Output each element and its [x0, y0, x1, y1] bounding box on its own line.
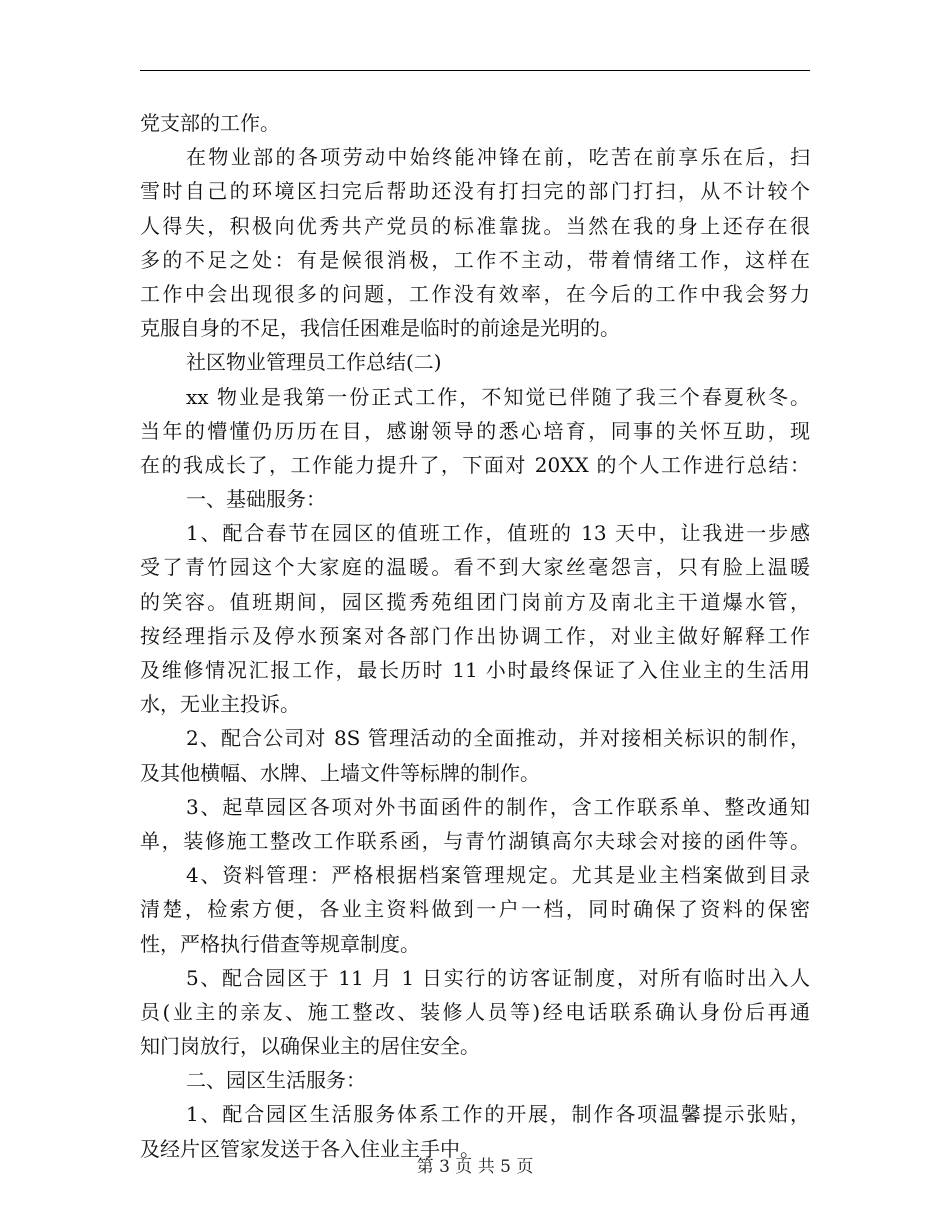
- text-line: 二、园区生活服务：: [186, 1068, 366, 1093]
- text-line: 及维修情况汇报工作，最长历时 11 小时最终保证了入住业主的生活用: [140, 658, 810, 682]
- text-line: 在物业部的各项劳动中始终能冲锋在前，吃苦在前享乐在后，扫: [186, 145, 810, 170]
- text-line: 单，装修施工整改工作联系函，与青竹湖镇高尔夫球会对接的函件等。: [140, 828, 810, 853]
- text-line: 工作中会出现很多的问题，工作没有效率，在今后的工作中我会努力: [140, 281, 810, 306]
- text-line: 员(业主的亲友、施工整改、装修人员等)经电话联系确认身份后再通: [140, 999, 810, 1024]
- text-line: 水，无业主投诉。: [140, 692, 300, 717]
- text-line: 5、配合园区于 11 月 1 日实行的访客证制度，对所有临时出入人: [186, 965, 810, 990]
- text-line: 在的我成长了，工作能力提升了，下面对 20XX 的个人工作进行总结：: [140, 452, 810, 477]
- page-number-footer: 第 3 页 共 5 页: [416, 1157, 534, 1177]
- text-line: 人得失，积极向优秀共产党员的标准靠拢。当然在我的身上还存在很: [140, 213, 810, 238]
- text-line: 清楚，检索方便，各业主资料做到一户一档，同时确保了资料的保密: [140, 897, 810, 922]
- text-line: 多的不足之处：有是候很消极，工作不主动，带着情绪工作，这样在: [140, 247, 810, 272]
- text-line: 当年的懵懂仍历历在目，感谢领导的悉心培育，同事的关怀互助，现: [140, 418, 810, 443]
- text-line: 及经片区管家发送于各入住业主手中。: [140, 1136, 480, 1161]
- text-line: 4、资料管理：严格根据档案管理规定。尤其是业主档案做到目录: [186, 863, 810, 888]
- text-line: 1、配合春节在园区的值班工作，值班的 13 天中，让我进一步感: [186, 521, 810, 546]
- text-line: xx 物业是我第一份正式工作，不知觉已伴随了我三个春夏秋冬。: [186, 384, 810, 409]
- document-body: [140, 106, 810, 1166]
- text-line: 的笑容。值班期间，园区揽秀苑组团门岗前方及南北主干道爆水管，: [140, 589, 810, 614]
- text-line: 受了青竹园这个大家庭的温暖。看不到大家丝毫怨言，只有脸上温暖: [140, 555, 810, 580]
- text-line: 克服自身的不足，我信任困难是临时的前途是光明的。: [140, 316, 620, 341]
- text-line: 社区物业管理员工作总结(二): [186, 350, 442, 375]
- text-line: 知门岗放行，以确保业主的居住安全。: [140, 1034, 480, 1059]
- text-line: 及其他横幅、水牌、上墙文件等标牌的制作。: [140, 760, 540, 785]
- text-line: 雪时自己的环境区扫完后帮助还没有打扫完的部门打扫，从不计较个: [140, 179, 810, 204]
- text-line: 2、配合公司对 8S 管理活动的全面推动，并对接相关标识的制作，: [186, 726, 810, 751]
- text-line: 1、配合园区生活服务体系工作的开展，制作各项温馨提示张贴，: [186, 1102, 810, 1127]
- text-line: 性，严格执行借查等规章制度。: [140, 931, 420, 956]
- text-line: 按经理指示及停水预案对各部门作出协调工作，对业主做好解释工作: [140, 623, 810, 648]
- text-line: 一、基础服务：: [186, 487, 326, 512]
- text-line: 3、起草园区各项对外书面函件的制作，含工作联系单、整改通知: [186, 794, 810, 819]
- header-rule: [140, 70, 810, 71]
- text-line: 党支部的工作。: [140, 111, 280, 135]
